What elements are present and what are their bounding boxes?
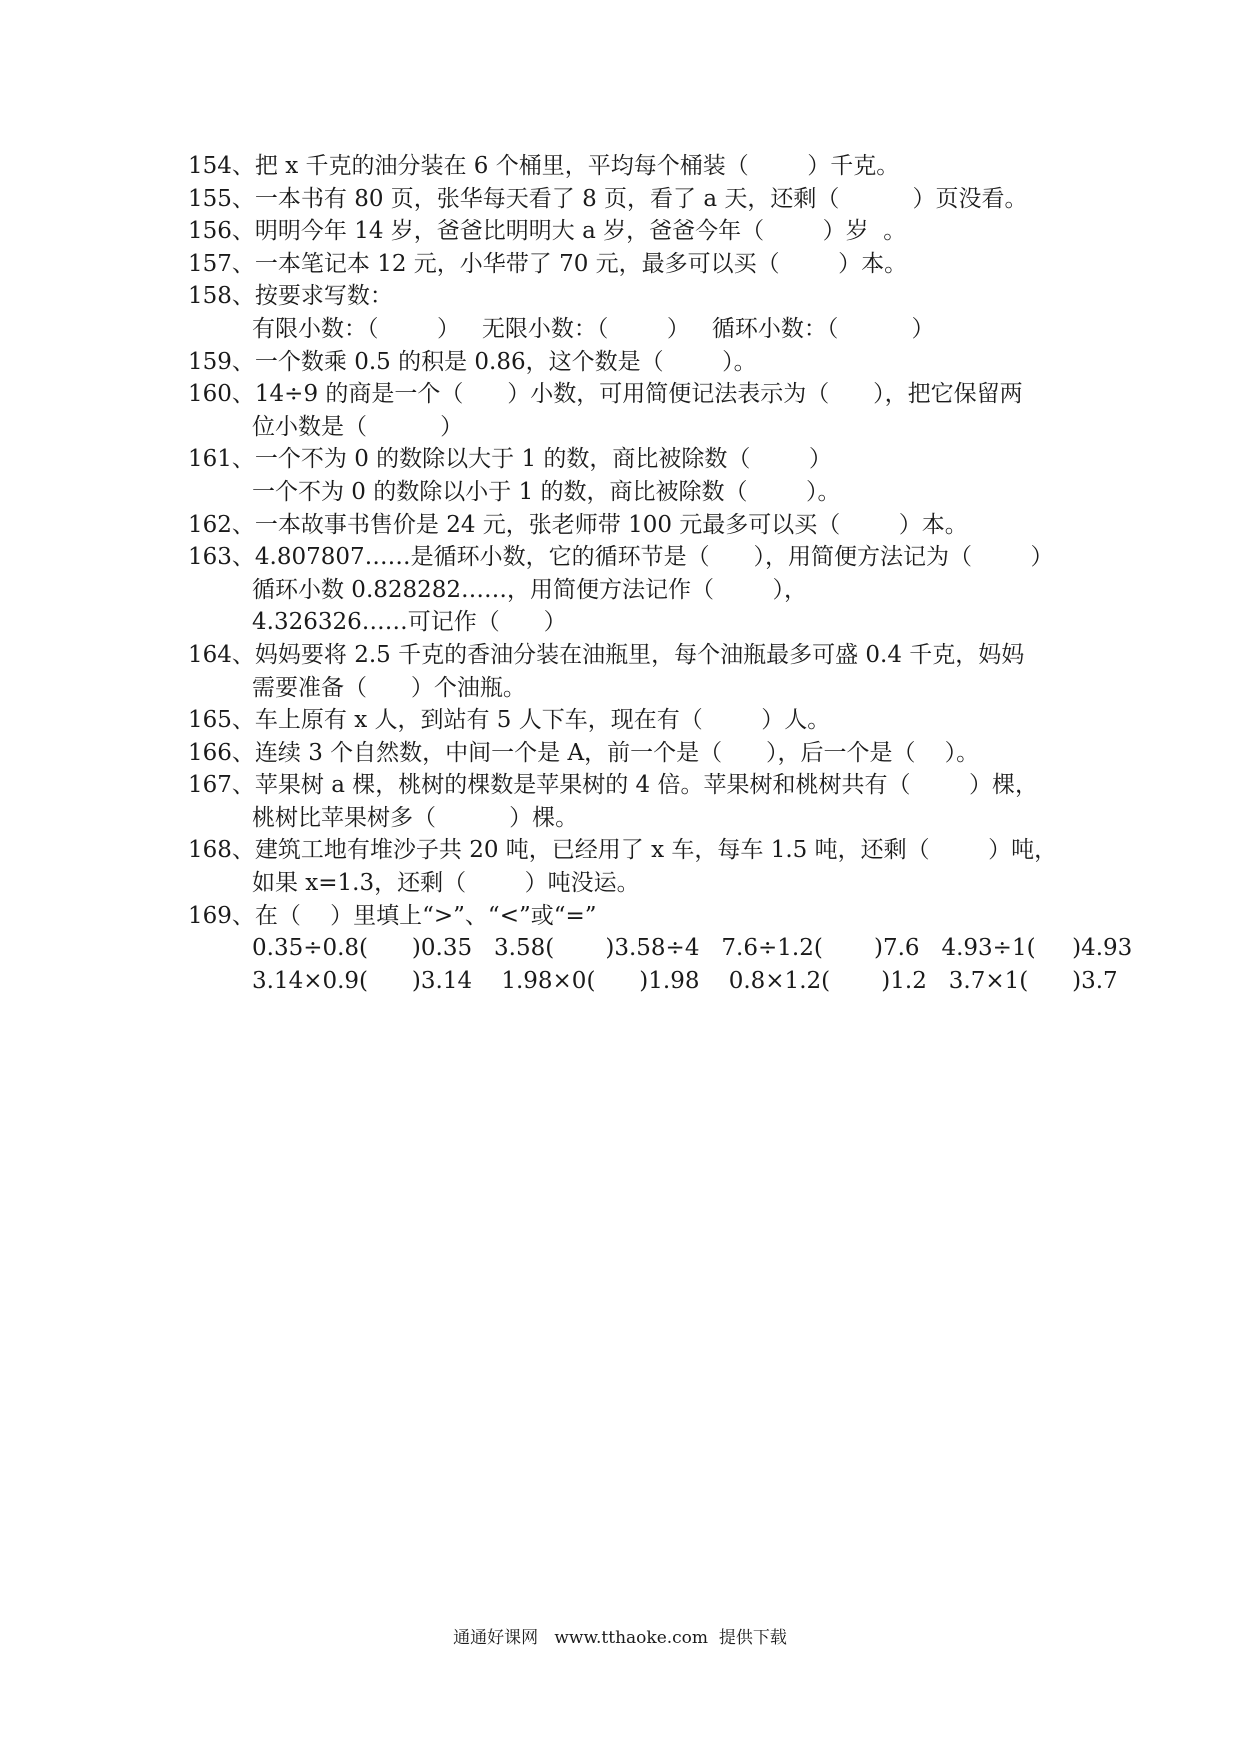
problem-list (188, 150, 1133, 997)
problem-155 (188, 183, 1068, 216)
problem-continuation: 有限小数：（ ） 无限小数：（ ） 循环小数：（ ） (252, 315, 935, 342)
problem-text: 161、一个不为 0 的数除以大于 1 的数，商比被除数（ ） (188, 446, 832, 473)
problem-continuation: 需要准备（ ）个油瓶。 (252, 674, 526, 701)
problem-continuation: 循环小数 0.828282……，用简便方法记作（ ）， (252, 576, 808, 603)
problem-165 (188, 704, 1068, 737)
problem-text: 168、建筑工地有堆沙子共 20 吨，已经用了 x 车，每车 1.5 吨，还剩（ ）吨， (188, 837, 1058, 864)
problem-157 (188, 248, 1068, 281)
problem-text: 167、苹果树 a 棵，桃树的棵数是苹果树的 4 倍。苹果树和桃树共有（ ）棵， (188, 772, 1038, 799)
problem-continuation: 一个不为 0 的数除以小于 1 的数，商比被除数（ ）。 (252, 478, 841, 505)
problem-text: 158、按要求写数： (188, 283, 393, 310)
footer-credit: 通通好课网 www.tthaoke.com 提供下载 (453, 1628, 787, 1648)
problem-161 (188, 443, 1068, 508)
problem-text: 157、一本笔记本 12 元，小华带了 70 元，最多可以买（ ）本。 (188, 250, 908, 277)
problem-164 (188, 639, 1068, 704)
problem-166 (188, 737, 1068, 770)
problem-159 (188, 346, 1068, 379)
problem-continuation: 0.35÷0.8( )0.35 3.58( )3.58÷4 7.6÷1.2( )7.6 4.93÷1( )4.93 (252, 935, 1133, 962)
problem-text: 154、把 x 千克的油分装在 6 个桶里，平均每个桶装（ ）千克。 (188, 153, 900, 179)
problem-text: 163、4.807807……是循环小数，它的循环节是（ ），用简便方法记为（ ） (188, 544, 1054, 571)
problem-160 (188, 378, 1068, 443)
problem-158 (188, 280, 1068, 345)
problem-text: 160、14÷9 的商是一个（ ）小数，可用简便记法表示为（ ），把它保留两 (188, 381, 1023, 408)
problem-169 (188, 900, 1133, 998)
problem-text: 156、明明今年 14 岁，爸爸比明明大 a 岁，爸爸今年（ ）岁 。 (188, 218, 907, 245)
problem-continuation: 3.14×0.9( )3.14 1.98×0( )1.98 0.8×1.2( )1.2 3.7×1( )3.7 (252, 967, 1118, 994)
problem-text: 159、一个数乘 0.5 的积是 0.86，这个数是（ ）。 (188, 348, 757, 375)
problem-167 (188, 769, 1068, 834)
problem-163 (188, 541, 1068, 639)
problem-continuation: 桃树比苹果树多（ ）棵。 (252, 804, 579, 831)
problem-text: 166、连续 3 个自然数，中间一个是 A，前一个是（ ），后一个是（ ）。 (188, 739, 980, 766)
problem-156 (188, 215, 1068, 248)
problem-162 (188, 509, 1068, 542)
problem-168 (188, 834, 1068, 899)
problem-continuation: 位小数是（ ） (252, 413, 464, 440)
problem-continuation: 如果 x=1.3，还剩（ ）吨没运。 (252, 870, 640, 897)
problem-continuation: 4.326326……可记作（ ） (252, 609, 567, 636)
problem-text: 165、车上原有 x 人，到站有 5 人下车，现在有（ ）人。 (188, 707, 831, 734)
problem-text: 164、妈妈要将 2.5 千克的香油分装在油瓶里，每个油瓶最多可盛 0.4 千克，妈妈 (188, 641, 1025, 668)
problem-154 (188, 150, 1068, 183)
problem-text: 169、在（ ）里填上“>”、“<”或“=” (188, 902, 597, 929)
problem-text: 162、一本故事书售价是 24 元，张老师带 100 元最多可以买（ ）本。 (188, 511, 968, 538)
problem-text: 155、一本书有 80 页，张华每天看了 8 页，看了 a 天，还剩（ ）页没看。 (188, 185, 1028, 212)
